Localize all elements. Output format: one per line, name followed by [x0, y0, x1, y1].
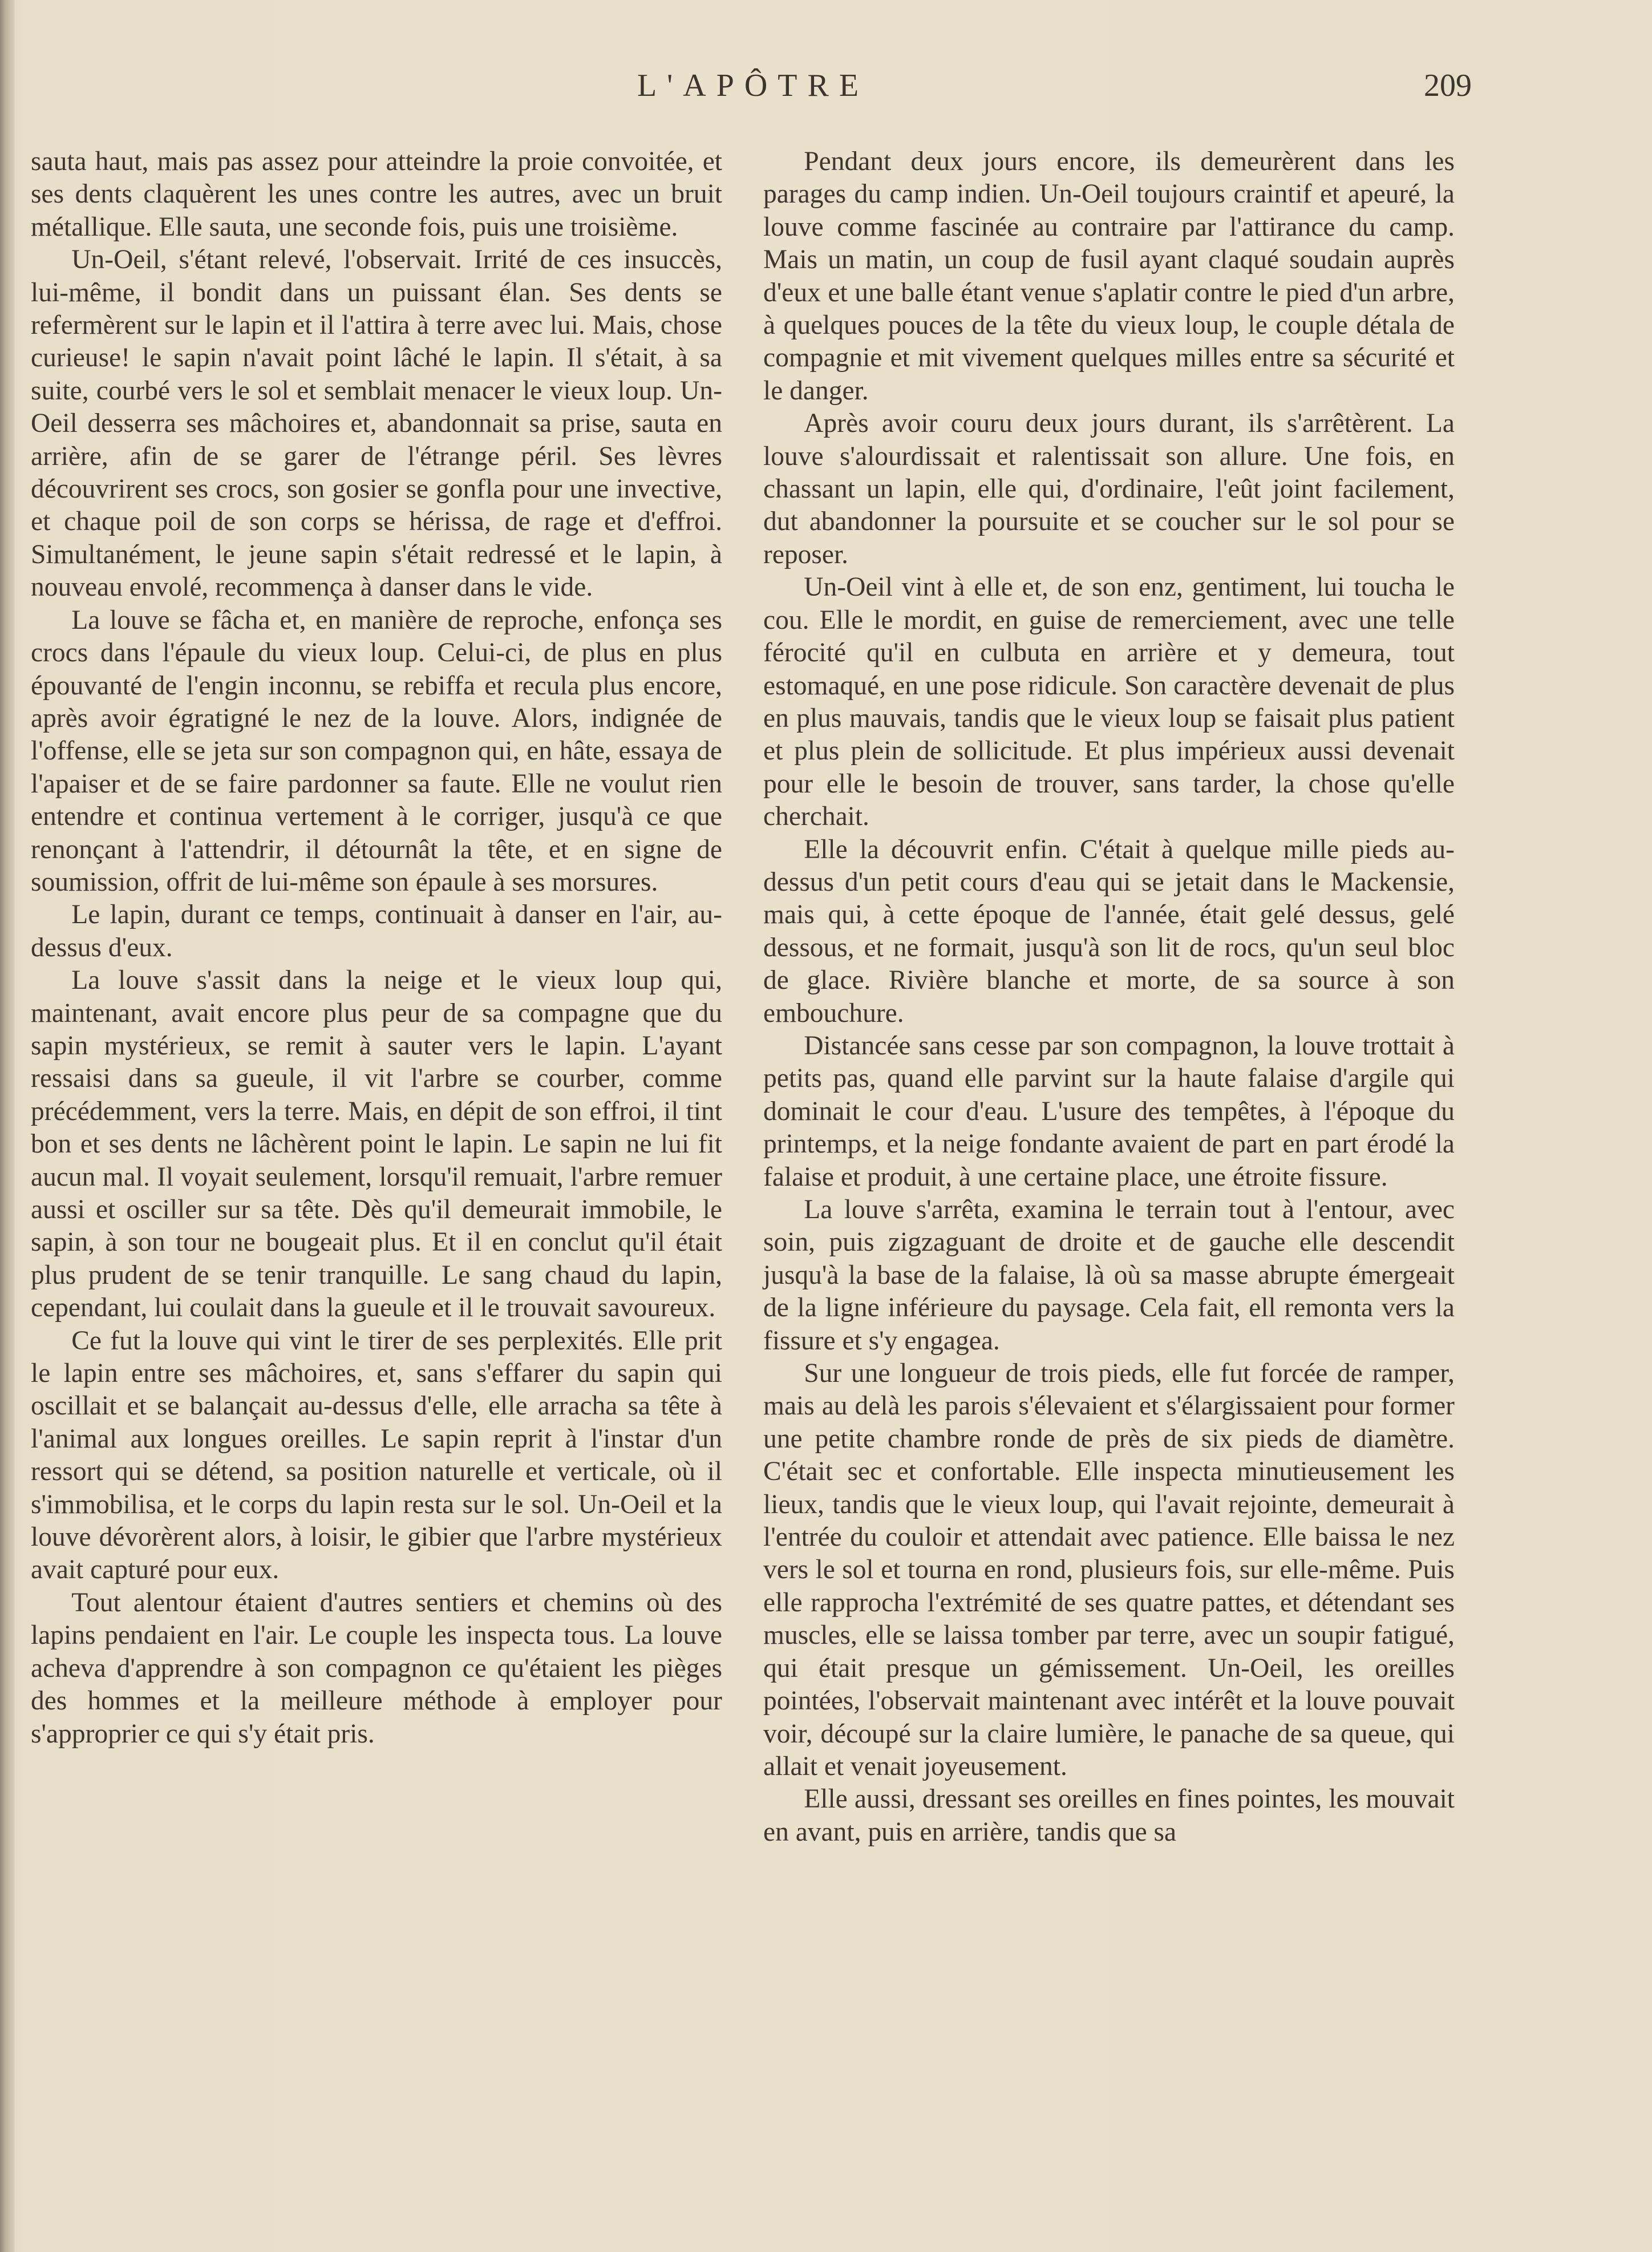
- paragraph: Un-Oeil, s'étant relevé, l'observait. Irrité de ces insuccès, lui-même, il bondit dans un puissant élan. Ses dents se refermèrent sur le lapin et il l'attira à terre avec lui. Mais, chose curieuse! le sapin n'avait point lâché le lapin. Il s'était, à sa suite, courbé vers le sol et semblait menacer le vieux loup. Un-Oeil desserra ses mâchoires et, abandonnait sa prise, sauta en arrière, afin de se garer de l'étrange péril. Ses lèvres découvrirent ses crocs, son gosier se gonfla pour une invective, et chaque poil de son corps se hérissa, de rage et d'effroi. Simultanément, le jeune sapin s'était redressé et le lapin, à nouveau envolé, recommença à danser dans le vide.: [31, 245, 722, 603]
- paragraph: Ce fut la louve qui vint le tirer de ses perplexités. Elle prit le lapin entre ses mâchoires, et, sans s'effarer du sapin qui oscillait et se balançait au-dessus d'elle, elle arracha sa tête à l'animal aux longues oreilles. Le sapin reprit à l'instar d'un ressort qui se détend, sa position naturelle et verticale, où il s'immobilisa, et le corps du lapin resta sur le sol. Un-Oeil et la louve dévorèrent alors, à loisir, le gibier que l'arbre mystérieux avait capturé pour eux.: [31, 1325, 722, 1585]
- page-binding-edge: [0, 0, 15, 2252]
- paragraph: Tout alentour étaient d'autres sentiers et chemins où des lapins pendaient en l'air. Le couple les inspecta tous. La louve acheva d'apprendre à son compagnon ce qu'étaient les pièges des hommes et la meilleure méthode à employer pour s'approprier ce qui s'y était pris.: [31, 1587, 722, 1749]
- page-number: 209: [1424, 68, 1472, 103]
- paragraph: Après avoir couru deux jours durant, ils s'arrêtèrent. La louve s'alourdissait et ralentissait son allure. Une fois, en chassant un lapin, elle qui, d'ordinaire, l'eût joint facilement, dut abandonner la poursuite et se coucher sur le sol pour se reposer.: [763, 409, 1455, 569]
- paragraph: Elle la découvrit enfin. C'était à quelque mille pieds au-dessus d'un petit cours d'eau qui se jetait dans le Mackensie, mais qui, à cette époque de l'année, était gelé dessus, gelé dessous, et ne formait, jusqu'à son lit de rocs, qu'un seul bloc de glace. Rivière blanche et morte, de sa source à son embouchure.: [763, 834, 1455, 1028]
- paragraph: Pendant deux jours encore, ils demeurèrent dans les parages du camp indien. Un-Oeil toujours craintif et apeuré, la louve comme fascinée au contraire par l'attirance du camp. Mais un matin, un coup de fusil ayant claqué soudain auprès d'eux et une balle étant venue s'aplatir contre le pied d'un arbre, à quelques pouces de la tête du vieux loup, le couple détala de compagnie et mit vivement quelques milles entre sa sécurité et le danger.: [763, 147, 1455, 406]
- paragraph: Elle aussi, dressant ses oreilles en fines pointes, les mouvait en avant, puis en arrière, tandis que sa: [763, 1784, 1455, 1847]
- paragraph: La louve s'assit dans la neige et le vieux loup qui, maintenant, avait encore plus peur de sa compagne que du sapin mystérieux, se remit à sauter vers le lapin. L'ayant ressaisi dans sa gueule, il vit l'arbre se courber, comme précédemment, vers la terre. Mais, en dépit de son effroi, il tint bon et ses dents ne lâchèrent point le lapin. Le sapin ne lui fit aucun mal. Il voyait seulement, lorsqu'il remuait, l'arbre remuer aussi et osciller sur sa tête. Dès qu'il demeurait immobile, le sapin, à son tour ne bougeait plus. Et il en conclut qu'il était plus prudent de se tenir tranquille. Le sang chaud du lapin, cependant, lui coulait dans la gueule et il le trouvait savoureux.: [31, 965, 722, 1323]
- left-text-column: [31, 145, 722, 1750]
- running-head: [0, 67, 1652, 113]
- paragraph: Un-Oeil vint à elle et, de son enz, gentiment, lui toucha le cou. Elle le mordit, en guise de remerciement, avec une telle férocité qu'il en culbuta en arrière et y demeura, tout estomaqué, en une pose ridicule. Son caractère devenait de plus en plus mauvais, tandis que le vieux loup se faisait plus patient et plus plein de sollicitude. Et plus impérieux aussi devenait pour elle le besoin de trouver, sans tarder, la chose qu'elle cherchait.: [763, 572, 1455, 832]
- paragraph: La louve se fâcha et, en manière de reproche, enfonça ses crocs dans l'épaule du vieux loup. Celui-ci, de plus en plus épouvanté de l'engin inconnu, se rebiffa et recula plus encore, après avoir égratigné le nez de la louve. Alors, indignée de l'offense, elle se jeta sur son compagnon qui, en hâte, essaya de l'apaiser et de se faire pardonner sa faute. Elle ne voulut rien entendre et continua vertement à le corriger, jusqu'à ce que renonçant à l'attendrir, il détournât la tête, et en signe de soumission, offrit de lui-même son épaule à ses morsures.: [31, 605, 722, 897]
- right-text-column: [763, 145, 1455, 1849]
- paragraph: La louve s'arrêta, examina le terrain tout à l'entour, avec soin, puis zigzaguant de droite et de gauche elle descendit jusqu'à la base de la falaise, là où sa masse abrupte émergeait de la ligne inférieure du paysage. Cela fait, ell remonta vers la fissure et s'y engagea.: [763, 1195, 1455, 1356]
- paragraph: sauta haut, mais pas assez pour atteindre la proie convoitée, et ses dents claquèrent les unes contre les autres, avec un bruit métallique. Elle sauta, une seconde fois, puis une troisième.: [31, 147, 722, 242]
- running-head-title: L'APÔTRE: [637, 68, 869, 103]
- paragraph: Sur une longueur de trois pieds, elle fut forcée de ramper, mais au delà les parois s'élevaient et s'élargissaient pour former une petite chambre ronde de près de six pieds de diamètre. C'était sec et confortable. Elle inspecta minutieusement les lieux, tandis que le vieux loup, qui l'avait rejointe, demeurait à l'entrée du couloir et attendait avec patience. Elle baissa le nez vers le sol et tourna en rond, plusieurs fois, sur elle-même. Puis elle rapprocha l'extrémité de ses quatre pattes, et détendant ses muscles, elle se laissa tomber par terre, avec un soupir fatigué, qui était presque un gémissement. Un-Oeil, les oreilles pointées, l'observait maintenant avec intérêt et la louve pouvait voir, découpé sur la claire lumière, le panache de sa queue, qui allait et venait joyeusement.: [763, 1359, 1455, 1781]
- paragraph: Le lapin, durant ce temps, continuait à danser en l'air, au-dessus d'eux.: [31, 900, 722, 963]
- paragraph: Distancée sans cesse par son compagnon, la louve trottait à petits pas, quand elle parvint sur la haute falaise d'argile qui dominait le cour d'eau. L'usure des tempêtes, à l'époque du printemps, et la neige fondante avaient de part en part érodé la falaise et produit, à une certaine place, une étroite fissure.: [763, 1030, 1455, 1192]
